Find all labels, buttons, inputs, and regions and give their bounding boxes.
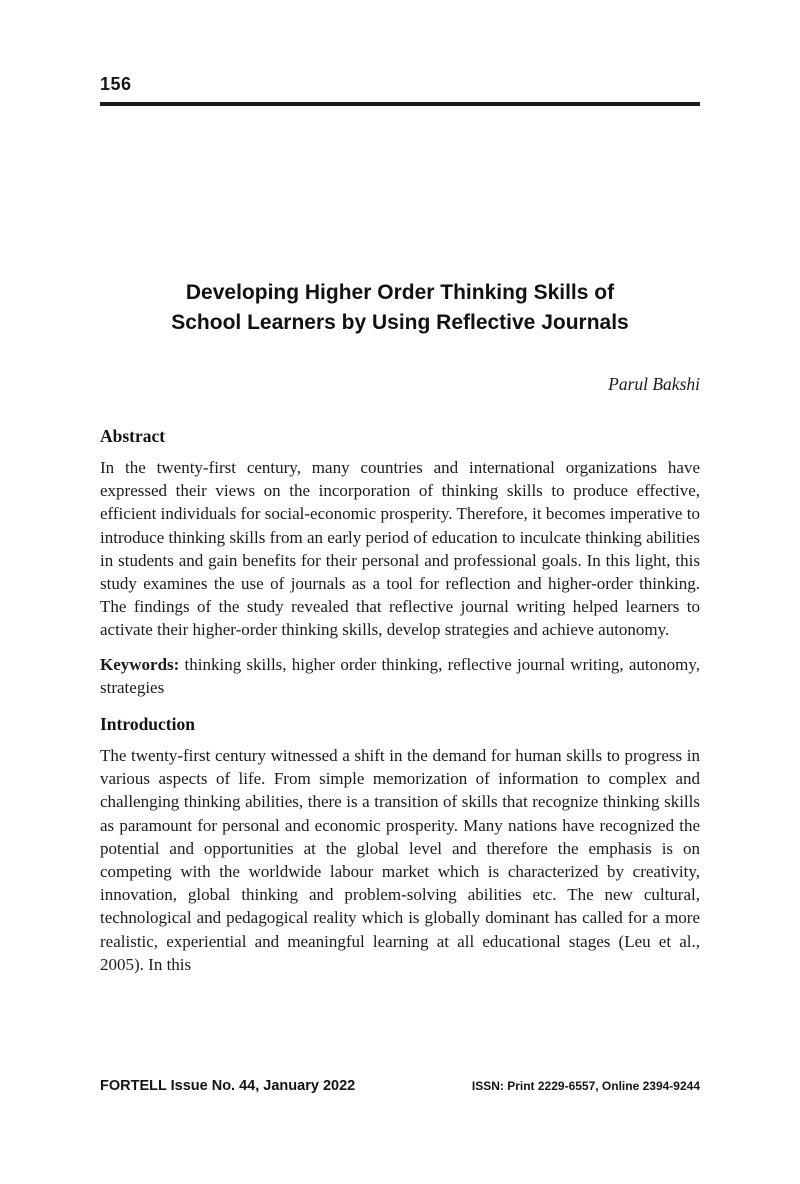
footer-journal-issue: FORTELL Issue No. 44, January 2022 — [100, 1078, 356, 1094]
introduction-paragraph: The twenty-first century witnessed a shift in the demand for human skills to progress in various aspects of life. From simple memorization of information to complex and challenging thinking abilities, there is a transition of skills that recognize thinking skills as paramount for personal and economic prosperity. Many nations have recognized the potential and opportunities at the global level and therefore the emphasis is on competing with the worldwide labour market which is characterized by creativity, innovation, global thinking and problem-solving abilities etc. The new cultural, technological and pedagogical reality which is globally dominant has called for a more realistic, experiential and meaningful learning at all educational stages (Leu et al., 2005). In this — [100, 746, 700, 974]
author-name: Parul Bakshi — [608, 374, 700, 394]
page-footer — [100, 1078, 700, 1094]
keywords-label: Keywords: — [100, 654, 185, 674]
page-content — [100, 0, 700, 976]
footer-issn: ISSN: Print 2229-6557, Online 2394-9244 — [471, 1079, 700, 1093]
paper-title-line1: Developing Higher Order Thinking Skills of — [185, 281, 615, 304]
paper-title-line2: School Learners by Using Reflective Journals — [171, 311, 629, 334]
introduction-heading: Introduction — [100, 714, 195, 735]
paper-title — [100, 278, 700, 338]
header-rule — [100, 102, 700, 106]
abstract-heading: Abstract — [100, 426, 166, 446]
keywords-paragraph — [100, 653, 700, 699]
abstract-paragraph: In the twenty-first century, many countries and international organizations have expressed their views on the incorporation of thinking skills to produce effective, efficient individuals for social-economic prosperity. Therefore, it becomes imperative to introduce thinking skills from an early period of education to inculcate thinking abilities in students and gain benefits for their personal and professional goals. In this light, this study examines the use of journals as a tool for reflection and higher-order thinking. The findings of the study revealed that reflective journal writing helped learners to activate their higher-order thinking skills, develop strategies and achieve autonomy. — [100, 458, 700, 640]
keywords-list: thinking skills, higher order thinking, reflective journal writing, autonomy, strategies — [100, 654, 701, 697]
page-number: 156 — [100, 74, 132, 94]
